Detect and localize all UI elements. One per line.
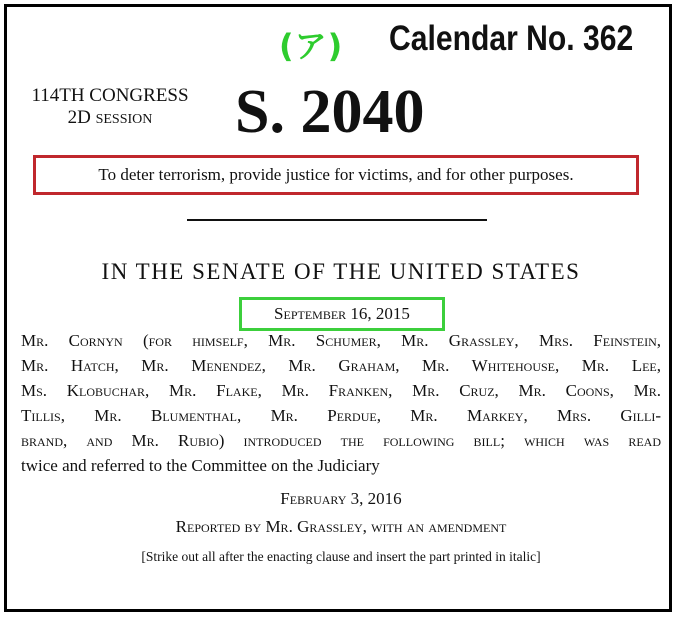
divider-rule (187, 219, 487, 221)
sponsor-line: Ms. Klobuchar, Mr. Flake, Mr. Franken, Mr. Cruz, Mr. Coons, Mr. (21, 381, 661, 400)
session-number: 2D (67, 107, 91, 128)
bill-purpose: To deter terrorism, provide justice for victims, and for other purposes. (98, 165, 574, 184)
introduction-date: September 16, 2015 (274, 304, 410, 323)
annotation-label: (ア) (279, 27, 344, 65)
session-line (19, 107, 201, 131)
session-word: SESSION (95, 112, 153, 127)
sponsor-line: Mr. Hatch, Mr. Menendez, Mr. Graham, Mr. Whitehouse, Mr. Lee, (21, 356, 661, 375)
strike-out-note: [Strike out all after the enacting clause and insert the part printed in italic] (141, 549, 541, 564)
sponsor-line: Tillis, Mr. Blumenthal, Mr. Perdue, Mr. Markey, Mrs. Gilli- (21, 406, 661, 425)
congress-line: 114TH CONGRESS (31, 85, 189, 106)
sponsor-line: Mr. Cornyn (for himself, Mr. Schumer, Mr. Grassley, Mrs. Feinstein, (21, 331, 661, 350)
sponsor-line: twice and referred to the Committee on the Judiciary (21, 456, 380, 475)
document-frame (4, 4, 672, 612)
senate-heading: IN THE SENATE OF THE UNITED STATES (101, 259, 581, 284)
bill-number: S. 2040 (235, 78, 425, 146)
congress-session-block (19, 85, 201, 131)
reported-date: February 3, 2016 (280, 489, 402, 508)
sponsor-line: brand, and Mr. Rubio) introduced the following bill; which was read (21, 431, 661, 450)
reported-by-line: Reported by Mr. Grassley, with an amendment (175, 517, 507, 536)
calendar-number: Calendar No. 362 (389, 19, 634, 58)
